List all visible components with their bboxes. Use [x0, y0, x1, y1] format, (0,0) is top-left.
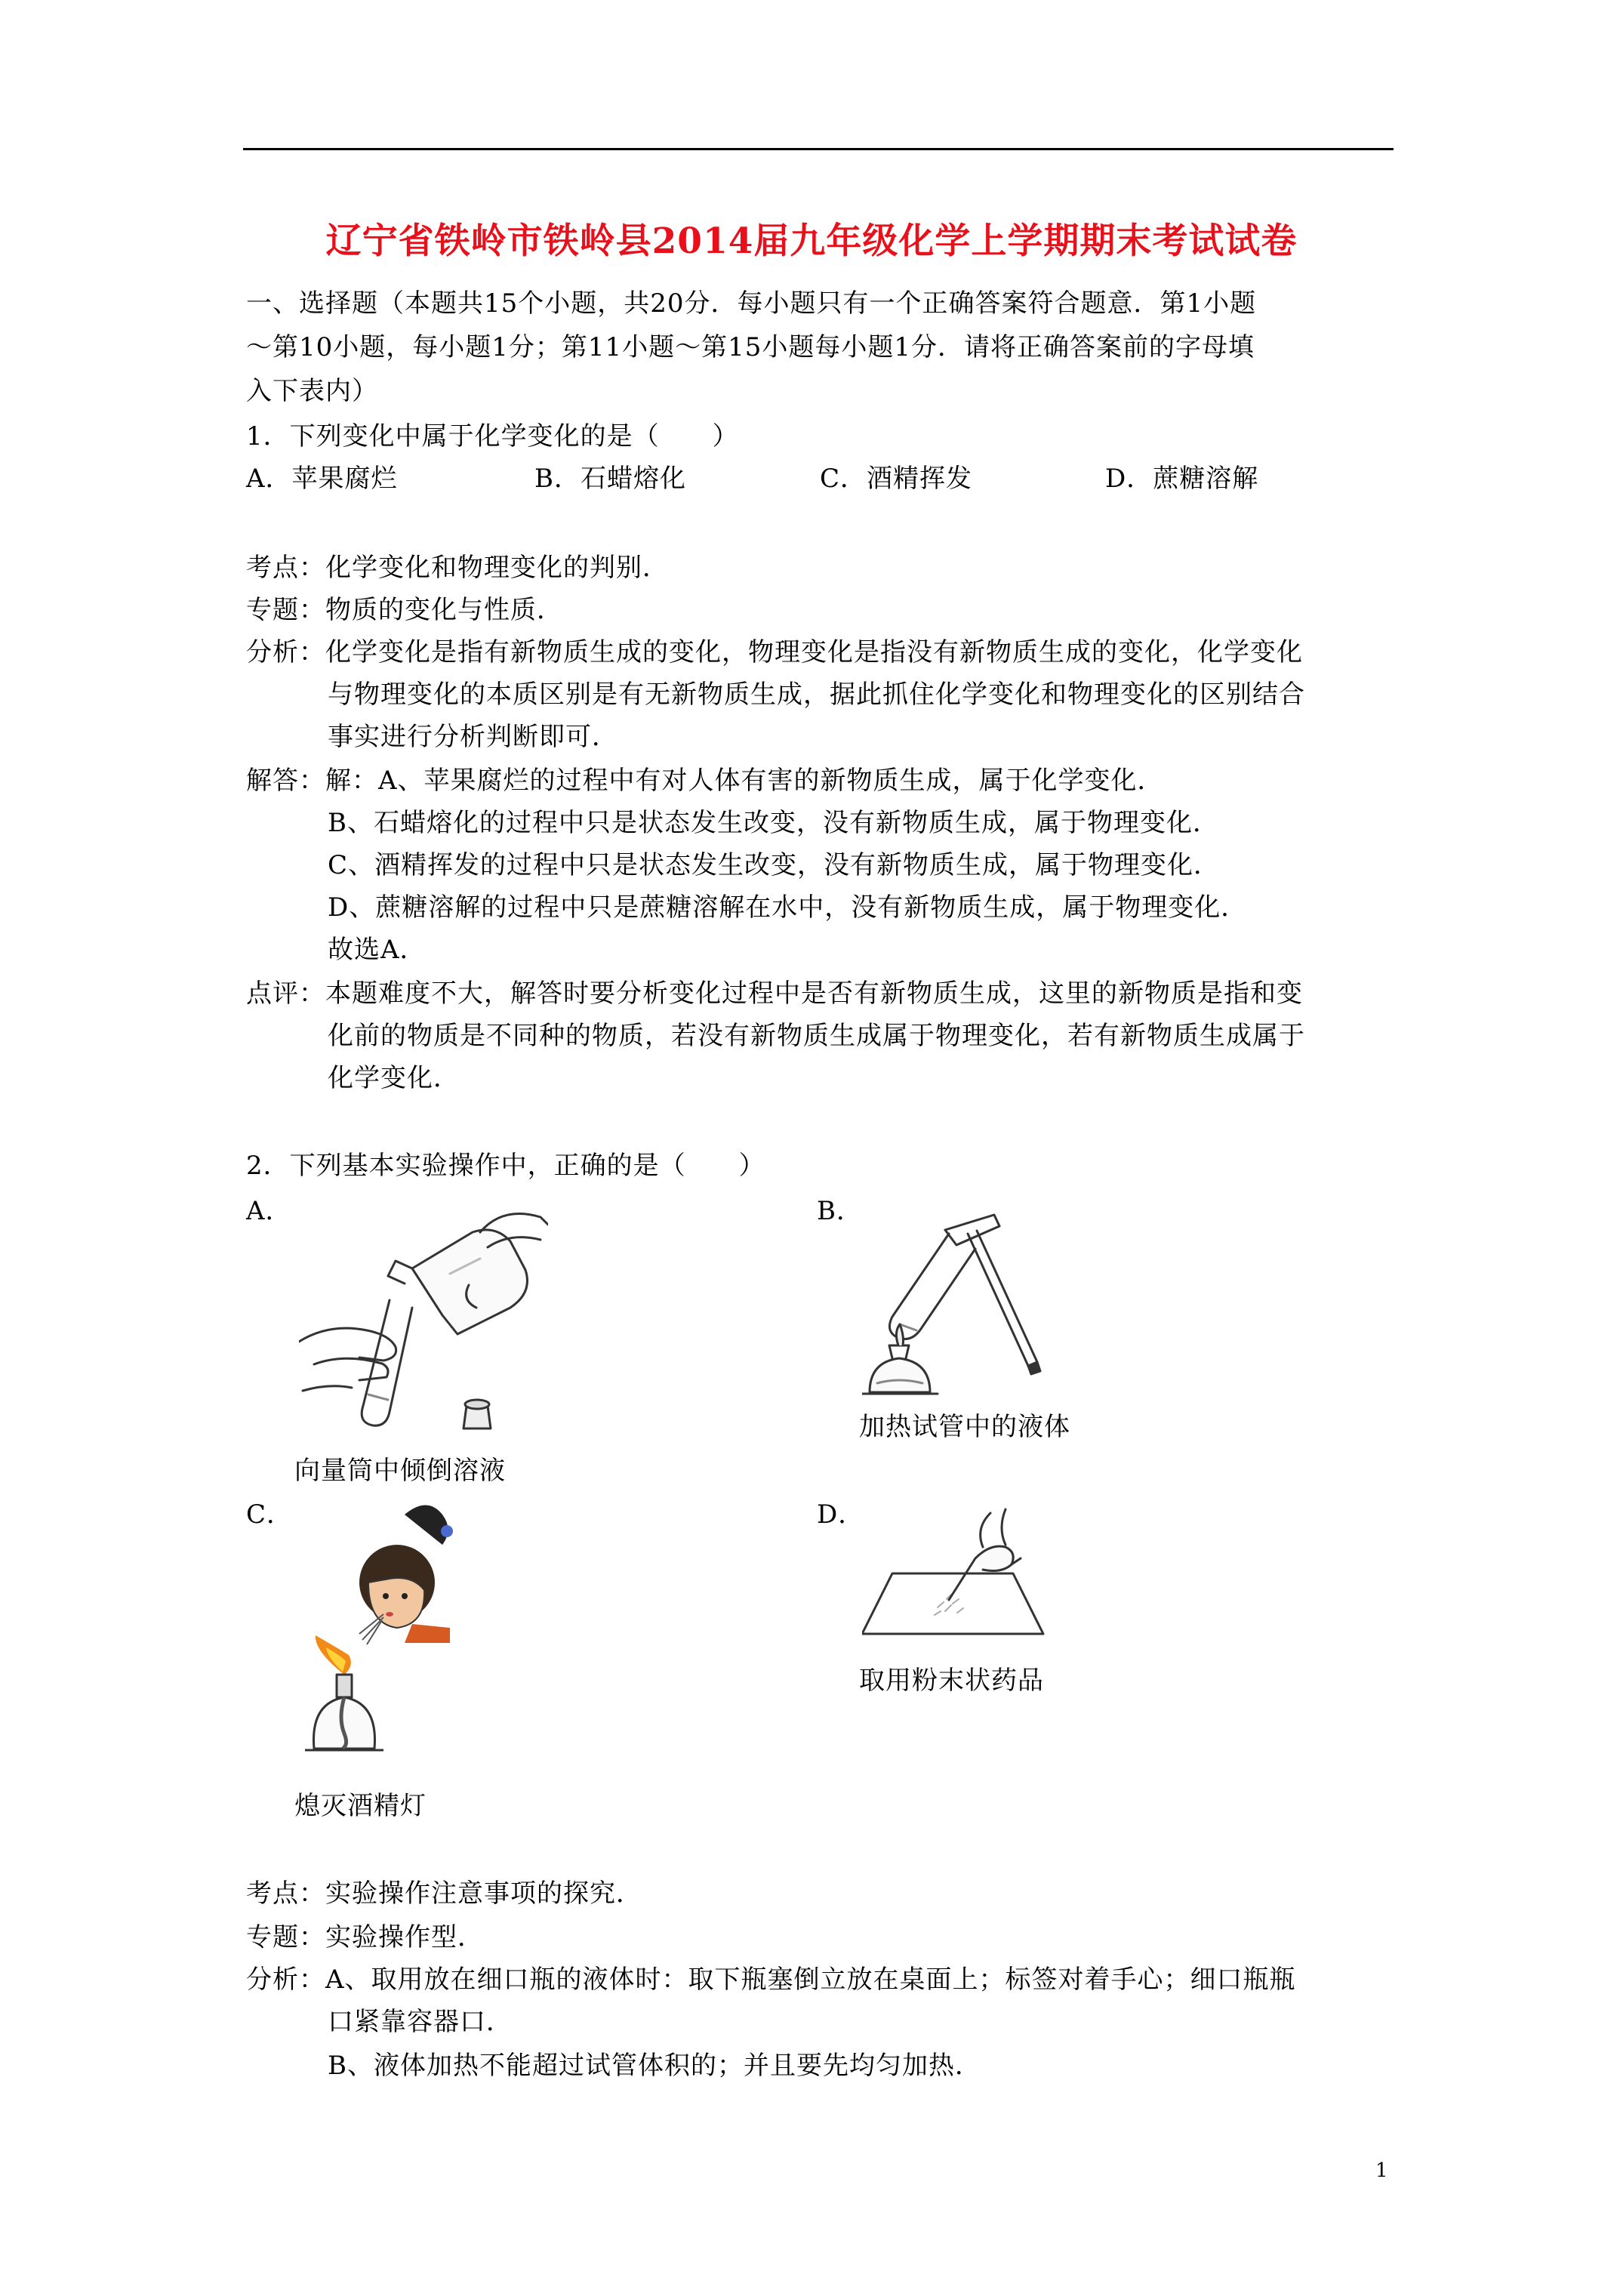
section-line-2: ～第10小题，每小题1分；第11小题～第15小题每小题1分．请将正确答案前的字母填	[246, 332, 1255, 362]
caption-c: 熄灭酒精灯	[294, 1791, 427, 1821]
q2-label-c: C．	[246, 1499, 294, 1530]
caption-b: 加热试管中的液体	[859, 1412, 1070, 1442]
q1-dianping-3: 化学变化．	[328, 1063, 460, 1093]
q1-jieda-1: 解答：解：A、苹果腐烂的过程中有对人体有害的新物质生成，属于化学变化．	[246, 766, 1164, 796]
q2-stem: 2．下列基本实验操作中，正确的是（ ）	[246, 1151, 765, 1181]
header-rule	[243, 148, 1394, 150]
q1-option-d: D．蔗糖溶解	[1105, 464, 1259, 494]
section-line-3: 入下表内）	[246, 376, 378, 406]
q1-jieda-3: C、酒精挥发的过程中只是状态发生改变，没有新物质生成，属于物理变化．	[328, 850, 1221, 880]
q1-jieda-5: 故选A．	[328, 935, 427, 965]
q1-fenxi-2: 与物理变化的本质区别是有无新物质生成，据此抓住化学变化和物理变化的区别结合	[328, 680, 1305, 710]
q1-stem: 1．下列变化中属于化学变化的是（ ）	[246, 421, 739, 451]
q1-fenxi-3: 事实进行分析判断即可．	[328, 722, 618, 752]
q2-kaodian: 考点：实验操作注意事项的探究．	[246, 1878, 642, 1909]
q2-label-a: A．	[246, 1196, 292, 1226]
q1-zhuanti: 专题：物质的变化与性质．	[246, 595, 563, 625]
heating-test-tube-figure	[862, 1211, 1089, 1407]
pouring-liquid-figure	[299, 1202, 548, 1436]
page-title: 辽宁省铁岭市铁岭县2014届九年级化学上学期期末考试试卷	[325, 220, 1298, 262]
section-line-1: 一、选择题（本题共15个小题，共20分．每小题只有一个正确答案符合题意．第1小题	[246, 288, 1257, 319]
caption-a: 向量筒中倾倒溶液	[294, 1456, 506, 1486]
q1-jieda-2: B、石蜡熔化的过程中只是状态发生改变，没有新物质生成，属于物理变化．	[328, 808, 1219, 838]
powder-reagent-figure	[862, 1505, 1058, 1641]
q1-dianping-1: 点评：本题难度不大，解答时要分析变化过程中是否有新物质生成，这里的新物质是指和变	[246, 978, 1303, 1009]
q1-jieda-4: D、蔗糖溶解的过程中只是蔗糖溶解在水中，没有新物质生成，属于物理变化．	[328, 892, 1248, 923]
q2-label-b: B．	[817, 1196, 863, 1226]
q1-option-a: A．苹果腐烂	[246, 464, 398, 494]
q2-fenxi-3: B、液体加热不能超过试管体积的；并且要先均匀加热．	[328, 2051, 981, 2081]
caption-d: 取用粉末状药品	[859, 1666, 1044, 1696]
q1-option-c: C．酒精挥发	[820, 464, 973, 494]
blowing-lamp-figure	[299, 1499, 495, 1786]
q2-fenxi-1: 分析：A、取用放在细口瓶的液体时：取下瓶塞倒立放在桌面上；标签对着手心；细口瓶瓶	[246, 1965, 1296, 1995]
q1-kaodian: 考点：化学变化和物理变化的判别．	[246, 553, 669, 583]
q2-fenxi-2: 口紧靠容器口．	[328, 2007, 513, 2037]
q1-fenxi-1: 分析：化学变化是指有新物质生成的变化，物理变化是指没有新物质生成的变化，化学变化	[246, 637, 1303, 667]
q2-zhuanti: 专题：实验操作型．	[246, 1922, 484, 1952]
q2-label-d: D．	[817, 1499, 865, 1530]
q1-option-b: B．石蜡熔化	[534, 464, 686, 494]
q1-dianping-2: 化前的物质是不同种的物质，若没有新物质生成属于物理变化，若有新物质生成属于	[328, 1021, 1305, 1051]
page-number: 1	[1375, 2159, 1388, 2182]
